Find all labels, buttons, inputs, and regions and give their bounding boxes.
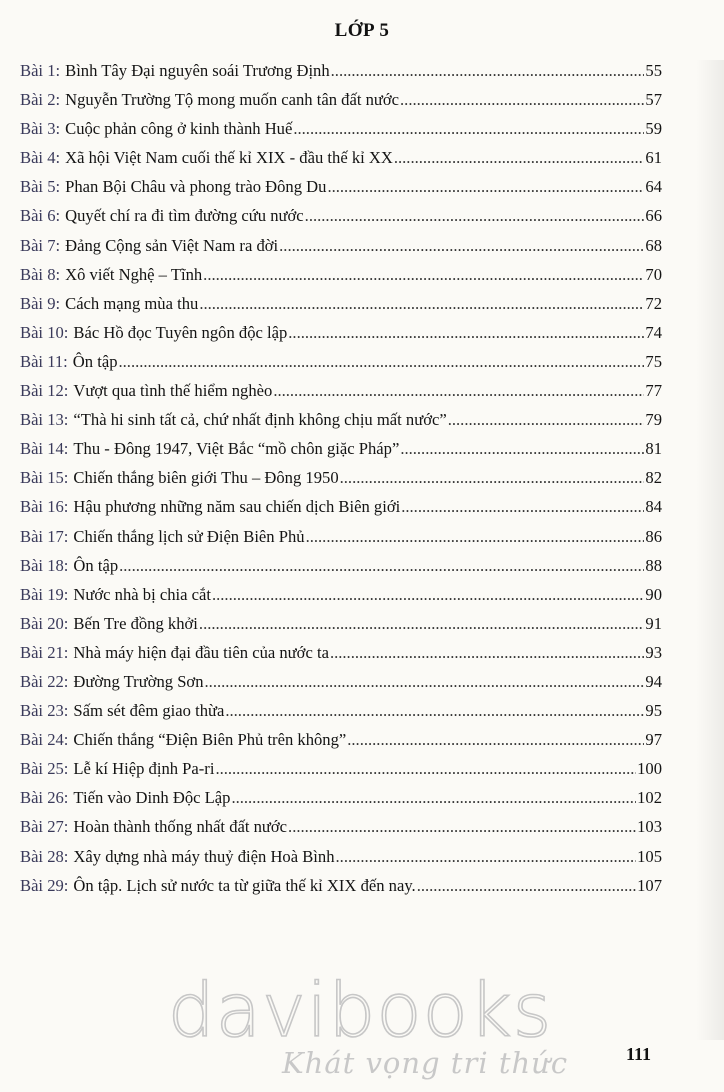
lesson-number: Bài 23 [20,701,64,721]
lesson-number: Bài 13 [20,410,64,430]
lesson-page: 57 [645,90,662,110]
lesson-number: Bài 26 [20,788,64,808]
toc-entry: Bài 27 : Hoàn thành thống nhất đất nước ..... 103 [20,812,662,841]
dot-leader [119,347,645,376]
lesson-page: 105 [637,846,662,866]
lesson-number: Bài 21 [20,642,64,662]
dot-leader [273,376,644,405]
watermark-tagline: Khát vọng tri thức [282,1046,569,1080]
lesson-page: 90 [645,584,662,604]
lesson-page: 77 [645,381,662,401]
lesson-number: Bài 1 [20,61,56,80]
lesson-title: Xây dựng nhà máy thuỷ điện Hoà Bình [73,846,335,866]
lesson-page: 93 [645,642,662,662]
page-edge-shadow [696,60,724,1040]
dot-leader [331,56,645,85]
lesson-page: 100 [637,759,662,779]
lesson-title: Ôn tập. Lịch sử nước ta từ giữa thế kỉ XIX đến nay. [73,875,416,895]
toc-entry: Bài 22 : Đường Trường Sơn ..... 94 [20,667,662,696]
toc-entry: Bài 8 : Xô viết Nghệ – Tĩnh ..... 70 [20,260,662,289]
lesson-number: Bài 29 [20,875,64,895]
lesson-title: “Thà hi sinh tất cả, chứ nhất định không chịu mất nước” [73,410,447,430]
lesson-page: 59 [645,119,662,139]
lesson-title: Hậu phương những năm sau chiến dịch Biên giới [73,497,401,517]
lesson-number: Bài 7 [20,235,56,255]
lesson-number: Bài 11 [20,351,64,371]
lesson-page: 75 [645,351,662,371]
dot-leader [205,667,645,696]
dot-leader [401,492,644,521]
lesson-page: 61 [645,148,662,168]
lesson-title: Tiến vào Dinh Độc Lập [73,788,231,808]
lesson-title: Xô viết Nghệ – Tĩnh [65,264,203,284]
lesson-title: Đảng Cộng sản Việt Nam ra đời [65,235,279,255]
dot-leader [347,725,644,754]
dot-leader [279,231,644,260]
dot-leader [215,754,636,783]
toc-entry: Bài 12 : Vượt qua tình thế hiểm nghèo ..... 77 [20,376,662,405]
lesson-page: 55 [645,61,662,80]
lesson-title: Phan Bội Châu và phong trào Đông Du [65,177,327,197]
lesson-title: Hoàn thành thống nhất đất nước [73,817,288,837]
dot-leader [305,201,645,230]
lesson-page: 66 [645,206,662,226]
lesson-page: 70 [645,264,662,284]
lesson-title: Nhà máy hiện đại đầu tiên của nước ta [73,642,329,662]
lesson-number: Bài 4 [20,148,56,168]
lesson-page: 103 [637,817,662,837]
lesson-number: Bài 9 [20,293,56,313]
lesson-page: 72 [645,293,662,313]
dot-leader [340,463,645,492]
toc-entry: Bài 13 : “Thà hi sinh tất cả, chứ nhất định không chịu mất nước” ..... 79 [20,405,662,434]
lesson-page: 107 [637,875,662,895]
dot-leader [225,696,644,725]
lesson-number: Bài 28 [20,846,64,866]
lesson-number: Bài 18 [20,555,64,575]
dot-leader [394,143,645,172]
lesson-title: Chiến thắng lịch sử Điện Biên Phủ [73,526,305,546]
lesson-title: Thu - Đông 1947, Việt Bắc “mồ chôn giặc Pháp” [73,439,400,459]
table-of-contents [20,56,662,900]
lesson-title: Ôn tập [73,555,119,575]
lesson-number: Bài 25 [20,759,64,779]
toc-entry: Bài 19 : Nước nhà bị chia cắt ..... 90 [20,580,662,609]
dot-leader [199,609,644,638]
lesson-number: Bài 10 [20,322,64,342]
lesson-number: Bài 22 [20,671,64,691]
toc-entry: Bài 3 : Cuộc phản công ở kinh thành Huế ..... 59 [20,114,662,143]
lesson-page: 88 [645,555,662,575]
lesson-page: 95 [645,701,662,721]
toc-entry: Bài 2 : Nguyễn Trường Tộ mong muốn canh tân đất nước ..... 57 [20,85,662,114]
lesson-number: Bài 6 [20,206,56,226]
dot-leader [336,842,637,871]
toc-entry: Bài 24 : Chiến thắng “Điện Biên Phủ trên không” ..... 97 [20,725,662,754]
watermark-brand: davibooks [167,968,553,1054]
section-heading: LỚP 5 [334,20,390,41]
lesson-number: Bài 5 [20,177,56,197]
toc-entry: Bài 5 : Phan Bội Châu và phong trào Đông Du ..... 64 [20,172,662,201]
lesson-page: 97 [645,730,662,750]
toc-entry: Bài 28 : Xây dựng nhà máy thuỷ điện Hoà Bình ..... 105 [20,842,662,871]
lesson-title: Bác Hồ đọc Tuyên ngôn độc lập [73,322,288,342]
lesson-page: 79 [645,410,662,430]
dot-leader [448,405,645,434]
lesson-title: Chiến thắng biên giới Thu – Đông 1950 [73,468,339,488]
toc-entry: Bài 20 : Bến Tre đồng khởi ..... 91 [20,609,662,638]
dot-leader [212,580,644,609]
lesson-page: 68 [645,235,662,255]
lesson-number: Bài 8 [20,264,56,284]
toc-entry: Bài 1 : Bình Tây Đại nguyên soái Trương Định ..... 55 [20,56,662,85]
dot-leader [417,871,636,900]
dot-leader [203,260,644,289]
toc-entry: Bài 9 : Cách mạng mùa thu ..... 72 [20,289,662,318]
lesson-page: 74 [645,322,662,342]
dot-leader [400,85,644,114]
dot-leader [288,812,636,841]
toc-entry: Bài 29 : Ôn tập. Lịch sử nước ta từ giữa thế kỉ XIX đến nay. ..... 107 [20,871,662,900]
dot-leader [119,551,644,580]
lesson-page: 84 [645,497,662,517]
lesson-number: Bài 3 [20,119,56,139]
lesson-number: Bài 14 [20,439,64,459]
lesson-number: Bài 2 [20,90,56,110]
toc-entry: Bài 16 : Hậu phương những năm sau chiến dịch Biên giới ..... 84 [20,492,662,521]
dot-leader [293,114,644,143]
lesson-title: Bến Tre đồng khởi [73,613,198,633]
lesson-number: Bài 27 [20,817,64,837]
toc-entry: Bài 7 : Đảng Cộng sản Việt Nam ra đời ..... 68 [20,231,662,260]
lesson-page: 82 [645,468,662,488]
lesson-title: Lễ kí Hiệp định Pa-ri [73,759,215,779]
lesson-title: Cách mạng mùa thu [65,293,199,313]
toc-entry: Bài 11 : Ôn tập ..... 75 [20,347,662,376]
lesson-number: Bài 12 [20,381,64,401]
lesson-title: Nước nhà bị chia cắt [73,584,211,604]
lesson-title: Nguyễn Trường Tộ mong muốn canh tân đất nước [65,90,400,110]
dot-leader [400,434,644,463]
lesson-title: Bình Tây Đại nguyên soái Trương Định [65,61,330,80]
lesson-number: Bài 24 [20,730,64,750]
lesson-title: Vượt qua tình thế hiểm nghèo [73,381,273,401]
lesson-page: 102 [637,788,662,808]
lesson-number: Bài 20 [20,613,64,633]
lesson-page: 94 [645,671,662,691]
toc-entry: Bài 14 : Thu - Đông 1947, Việt Bắc “mồ chôn giặc Pháp” ..... 81 [20,434,662,463]
lesson-number: Bài 15 [20,468,64,488]
lesson-title: Xã hội Việt Nam cuối thế kỉ XIX - đầu thế kỉ XX [65,148,393,168]
lesson-page: 86 [645,526,662,546]
lesson-number: Bài 17 [20,526,64,546]
lesson-title: Chiến thắng “Điện Biên Phủ trên không” [73,730,347,750]
dot-leader [199,289,644,318]
lesson-number: Bài 19 [20,584,64,604]
toc-entry: Bài 23 : Sấm sét đêm giao thừa ..... 95 [20,696,662,725]
toc-entry: Bài 18 : Ôn tập ..... 88 [20,551,662,580]
lesson-title: Cuộc phản công ở kinh thành Huế [65,119,293,139]
toc-entry: Bài 4 : Xã hội Việt Nam cuối thế kỉ XIX - đầu thế kỉ XX ..... 61 [20,143,662,172]
lesson-title: Quyết chí ra đi tìm đường cứu nước [65,206,304,226]
toc-entry: Bài 10 : Bác Hồ đọc Tuyên ngôn độc lập ..... 74 [20,318,662,347]
toc-entry: Bài 17 : Chiến thắng lịch sử Điện Biên Phủ ..... 86 [20,522,662,551]
lesson-page: 91 [645,613,662,633]
lesson-number: Bài 16 [20,497,64,517]
toc-entry: Bài 6 : Quyết chí ra đi tìm đường cứu nước ..... 66 [20,201,662,230]
dot-leader [306,522,645,551]
lesson-page: 64 [645,177,662,197]
dot-leader [231,783,636,812]
dot-leader [288,318,644,347]
lesson-title: Đường Trường Sơn [73,671,204,691]
toc-entry: Bài 26 : Tiến vào Dinh Độc Lập ..... 102 [20,783,662,812]
page-number: 111 [626,1044,652,1064]
lesson-title: Sấm sét đêm giao thừa [73,701,225,721]
lesson-page: 81 [645,439,662,459]
toc-entry: Bài 25 : Lễ kí Hiệp định Pa-ri ..... 100 [20,754,662,783]
dot-leader [327,172,644,201]
lesson-title: Ôn tập [72,351,118,371]
toc-entry: Bài 15 : Chiến thắng biên giới Thu – Đông 1950 ..... 82 [20,463,662,492]
dot-leader [330,638,644,667]
toc-entry: Bài 21 : Nhà máy hiện đại đầu tiên của nước ta ..... 93 [20,638,662,667]
